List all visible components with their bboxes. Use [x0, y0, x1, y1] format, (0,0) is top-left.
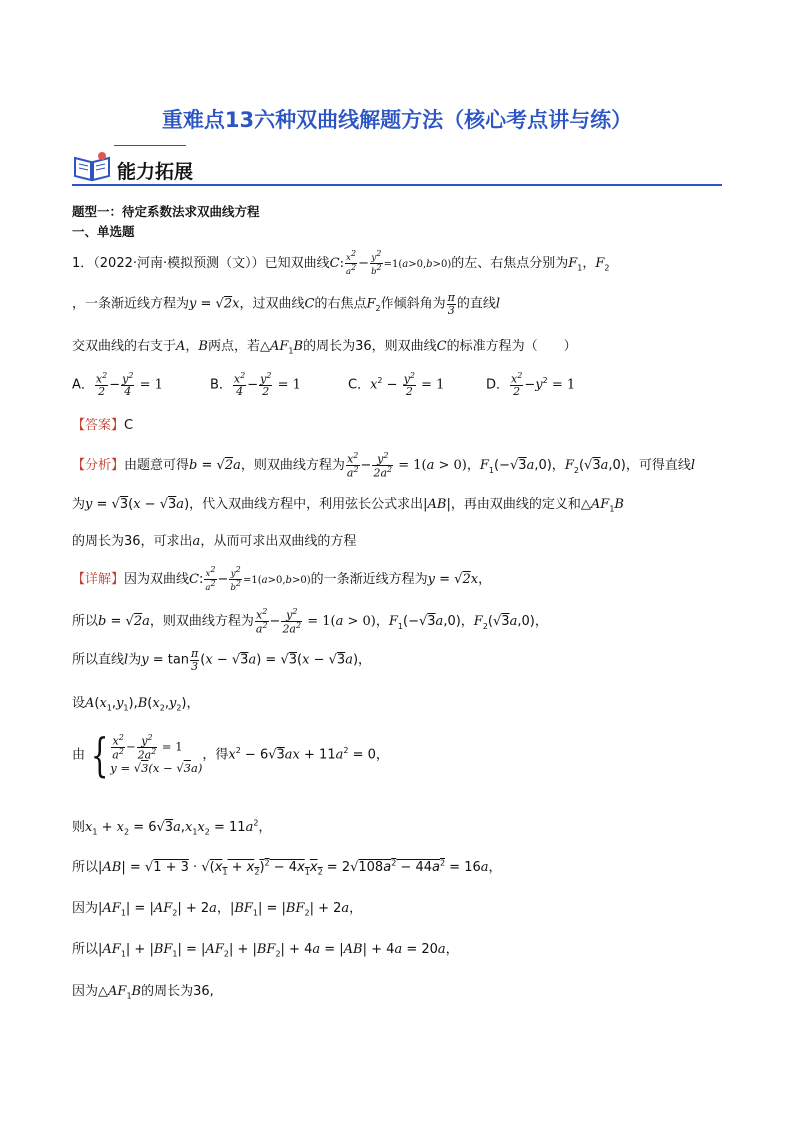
analysis-label: 【分析】: [72, 458, 125, 474]
question-source: （2022·河南·模拟预测（文））: [93, 255, 265, 271]
question-line-1: 1．（2022·河南·模拟预测（文））已知双曲线C: $\frac{x^2}{a^2}$ − $\frac{y^2}{b^2}$ =1(a>0,b>0)的左、右焦点分别为$F_1$，$F_2$: [72, 249, 610, 277]
question-number: 1．: [72, 255, 94, 271]
option-c[interactable]: C．$x^2$ − $\frac{y^2}{2}$ = 1: [348, 371, 445, 399]
option-b[interactable]: B． $\frac{x^2}{4}$ − $\frac{y^2}{2}$ = 1: [210, 371, 301, 399]
question-line-3: 交双曲线的右支于A，B两点，若$\triangle AF_1B$的周长为36，则双曲线C的标准方程为（ ）: [72, 339, 577, 356]
option-d[interactable]: D． $\frac{x^2}{2}$ $-y^2 = 1$: [486, 371, 576, 399]
answer-value: C: [124, 418, 134, 433]
option-a[interactable]: A． $\frac{x^2}{2}$ − $\frac{y^2}{4}$ = 1: [72, 371, 163, 399]
detail-line-9: 所以$|AF_1| + |BF_1| = |AF_2| + |BF_2| + 4a = |AB| + 4a = 20a$，: [72, 942, 459, 959]
analysis-line-2: 为y = √3(x − √3a)，代入双曲线方程中，利用弦长公式求出|AB|，再由双曲线的定义和$\triangle AF_1B$: [72, 497, 624, 514]
detail-line-4: 设$A(x_1,y_1),B(x_2,y_2)$，: [72, 696, 200, 713]
detail-label: 【详解】: [72, 571, 125, 587]
detail-line-7: 所以$|AB| = √1 + 3 \cdot √(x_1 + x_2)^2 - 4x_1x_2 = 2√108a^2 - 44a^2 = 16a$，: [72, 858, 502, 877]
section-heading: 题型一：待定系数法求双曲线方程: [72, 204, 260, 219]
analysis-line-3: 的周长为36，可求出a，从而可求出双曲线的方程: [72, 534, 357, 549]
equation-system: { $\frac{x^2}{a^2}$ − $\frac{y^2}{2a^2}$ = 1 y = √3(x − √3a): [90, 728, 203, 782]
book-icon: [72, 150, 112, 182]
detail-line-6: 则$x_1 + x_2 = 6√3a,x_1x_2 = 11a^2$，: [72, 818, 272, 837]
detail-line-5: 由 { $\frac{x^2}{a^2}$ − $\frac{y^2}{2a^2}$ = 1 y = √3(x − √3a) ，得$x^2 - 6√3ax + 11a^2 = 0$，: [72, 728, 389, 782]
banner-accent-rule: [114, 145, 186, 146]
answer-label: 【答案】: [72, 418, 125, 433]
detail-line-2: 所以b = √2a，则双曲线方程为 $\frac{x^2}{a^2}$ − $\frac{y^2}{2a^2}$ = 1(a > 0)，$F_1(-√3a,0)$，$F_2(√3a,0)$，: [72, 607, 548, 636]
page-title: 重难点13六种双曲线解题方法（核心考点讲与练）: [161, 108, 633, 132]
detail-line-8: 因为$|AF_1| = |AF_2| + 2a$，$|BF_1| = |BF_2| + 2a$，: [72, 901, 363, 918]
banner-rule: [72, 184, 722, 186]
answer-line: [72, 414, 133, 433]
analysis-line-1: 【分析】由题意可得b = √2a，则双曲线方程为 $\frac{x^2}{a^2}$ − $\frac{y^2}{2a^2}$ = 1(a > 0)，$F_1(-√3a,0)$，$F_2(√3a,0)$，可得直线l: [72, 451, 696, 480]
question-line-2: ，一条渐近线方程为y = √2x，过双曲线C的右焦点$F_2$作倾斜角为 $\frac{\pi}{3}$ 的直线l: [72, 291, 501, 317]
detail-line-1: 【详解】因为双曲线C: $\frac{x^2}{a^2}$ − $\frac{y^2}{b^2}$ =1(a>0,b>0)的一条渐近线方程为y = √2x，: [72, 565, 492, 593]
detail-line-3: 所以直线l为y = tan $\frac{\pi}{3}$ (x − √3a) = √3(x − √3a)，: [72, 647, 372, 673]
detail-line-10: 因为$\triangle AF_1B$的周长为36,: [72, 984, 214, 1001]
subsection-heading: 一、单选题: [72, 224, 135, 239]
banner-title: 能力拓展: [117, 161, 194, 183]
